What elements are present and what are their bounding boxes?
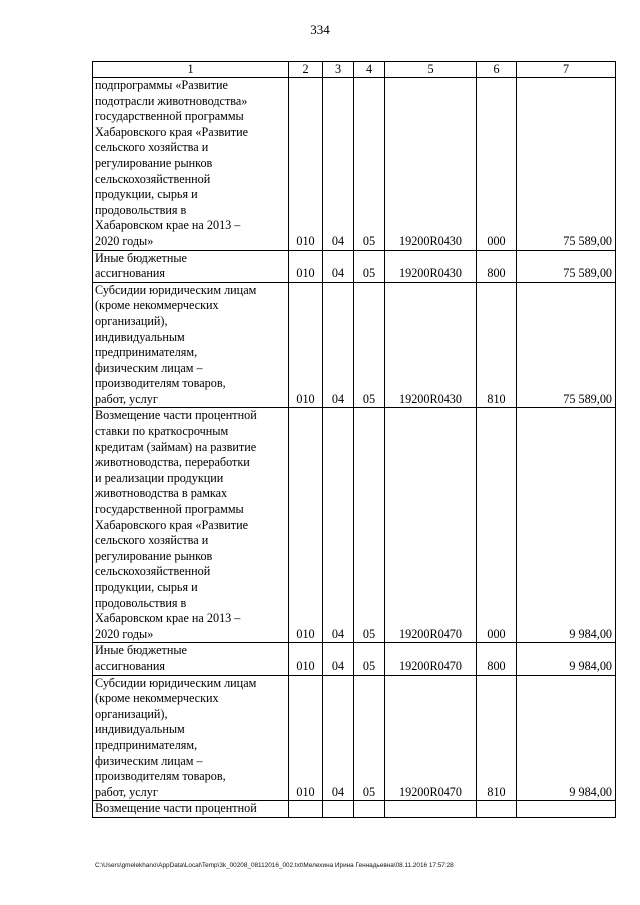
section-code-cell: 04 <box>323 408 354 643</box>
section-code-cell <box>323 801 354 818</box>
target-article-cell: 19200R0470 <box>385 643 477 675</box>
description-line: сельского хозяйства и <box>95 533 209 548</box>
target-article-cell: 19200R0470 <box>385 675 477 801</box>
description-line: организаций), <box>95 706 168 721</box>
description-line: 2020 годы» <box>95 233 154 248</box>
description-line: работ, услуг <box>95 391 158 406</box>
description-line: Хабаровского края «Развитие <box>95 124 249 139</box>
row-description <box>93 78 289 251</box>
table-row <box>93 643 616 675</box>
description-line: предпринимателям, <box>95 737 198 752</box>
table-row <box>93 801 616 818</box>
amount-cell: 9 984,00 <box>517 408 616 643</box>
description-line: предпринимателям, <box>95 345 198 360</box>
row-description <box>93 675 289 801</box>
description-line: сельскохозяйственной <box>95 171 211 186</box>
subsection-code-cell: 05 <box>354 250 385 282</box>
description-line: работ, услуг <box>95 784 158 799</box>
amount-cell: 9 984,00 <box>517 643 616 675</box>
amount-cell: 75 589,00 <box>517 250 616 282</box>
expense-type-cell: 810 <box>477 282 517 408</box>
description-line: индивидуальным <box>95 329 185 344</box>
description-line: (кроме некоммерческих <box>95 298 219 313</box>
column-header: 7 <box>517 62 616 78</box>
amount-cell <box>517 801 616 818</box>
ministry-code-cell: 010 <box>289 675 323 801</box>
description-line: физическим лицам – <box>95 360 203 375</box>
description-line: продукции, сырья и <box>95 187 198 202</box>
target-article-cell <box>385 801 477 818</box>
description-line: индивидуальным <box>95 722 185 737</box>
target-article-cell: 19200R0430 <box>385 78 477 251</box>
description-line: 2020 годы» <box>95 626 154 641</box>
row-description <box>93 643 289 675</box>
description-line: организаций), <box>95 313 168 328</box>
column-header: 6 <box>477 62 517 78</box>
expense-type-cell: 800 <box>477 643 517 675</box>
section-code-cell: 04 <box>323 675 354 801</box>
subsection-code-cell: 05 <box>354 675 385 801</box>
amount-cell: 75 589,00 <box>517 282 616 408</box>
column-header: 4 <box>354 62 385 78</box>
description-line: ассигнования <box>95 266 166 281</box>
table-row <box>93 78 616 251</box>
column-header: 2 <box>289 62 323 78</box>
table-row <box>93 250 616 282</box>
ministry-code-cell: 010 <box>289 408 323 643</box>
description-line: (кроме некоммерческих <box>95 691 219 706</box>
page-number: 334 <box>310 22 330 37</box>
description-line: животноводства, переработки <box>95 455 250 470</box>
file-path-footer: C:\Users\gmelekhano\AppData\Local\Temp\3k_00208_08112016_002.txt\Мелехина Ирина Геннадьевна\08.11.2016 17:57:28 <box>95 862 454 869</box>
ministry-code-cell: 010 <box>289 250 323 282</box>
description-line: регулирование рынков <box>95 548 213 563</box>
subsection-code-cell: 05 <box>354 408 385 643</box>
subsection-code-cell: 05 <box>354 282 385 408</box>
expense-type-cell <box>477 801 517 818</box>
description-line: государственной программы <box>95 502 244 517</box>
description-line: подпрограммы «Развитие <box>95 78 228 92</box>
subsection-code-cell: 05 <box>354 643 385 675</box>
description-line: кредитам (займам) на развитие <box>95 439 257 454</box>
expense-type-cell: 810 <box>477 675 517 801</box>
description-line: продукции, сырья и <box>95 580 198 594</box>
description-line: физическим лицам – <box>95 753 203 768</box>
ministry-code-cell: 010 <box>289 78 323 251</box>
description-line: подотрасли животноводства» <box>95 93 248 108</box>
target-article-cell: 19200R0470 <box>385 408 477 643</box>
section-code-cell: 04 <box>323 643 354 675</box>
description-line: производителям товаров, <box>95 376 226 391</box>
subsection-code-cell <box>354 801 385 818</box>
target-article-cell: 19200R0430 <box>385 250 477 282</box>
description-line: продовольствия в <box>95 202 187 217</box>
subsection-code-cell: 05 <box>354 78 385 251</box>
amount-cell: 75 589,00 <box>517 78 616 251</box>
description-line: Хабаровского края «Развитие <box>95 517 249 532</box>
table-row <box>93 408 616 643</box>
row-description <box>93 801 289 818</box>
budget-table <box>92 61 616 818</box>
description-line: Возмещение части процентной <box>95 408 257 423</box>
row-description <box>93 408 289 643</box>
expense-type-cell: 000 <box>477 78 517 251</box>
description-line: Иные бюджетные <box>95 250 187 265</box>
row-description <box>93 282 289 408</box>
description-line: ставки по краткосрочным <box>95 424 229 439</box>
description-line: ассигнования <box>95 658 166 673</box>
description-line: регулирование рынков <box>95 155 213 170</box>
ministry-code-cell <box>289 801 323 818</box>
expense-type-cell: 000 <box>477 408 517 643</box>
description-line: Субсидии юридическим лицам <box>95 282 257 297</box>
row-description <box>93 250 289 282</box>
description-line: продовольствия в <box>95 595 187 610</box>
column-header: 3 <box>323 62 354 78</box>
section-code-cell: 04 <box>323 78 354 251</box>
ministry-code-cell: 010 <box>289 643 323 675</box>
description-line: сельскохозяйственной <box>95 564 211 579</box>
section-code-cell: 04 <box>323 250 354 282</box>
expense-type-cell: 800 <box>477 250 517 282</box>
description-line: сельского хозяйства и <box>95 140 209 155</box>
target-article-cell: 19200R0430 <box>385 282 477 408</box>
description-line: Иные бюджетные <box>95 643 187 658</box>
section-code-cell: 04 <box>323 282 354 408</box>
description-line: государственной программы <box>95 109 244 124</box>
table-header-row <box>93 62 616 78</box>
description-line: и реализации продукции <box>95 470 224 485</box>
description-line: Хабаровском крае на 2013 – <box>95 218 241 233</box>
column-header: 1 <box>93 62 289 78</box>
description-line: Хабаровском крае на 2013 – <box>95 611 241 626</box>
table-row <box>93 675 616 801</box>
description-line: Возмещение части процентной <box>95 801 257 816</box>
ministry-code-cell: 010 <box>289 282 323 408</box>
table-row <box>93 282 616 408</box>
description-line: Субсидии юридическим лицам <box>95 675 257 690</box>
description-line: животноводства в рамках <box>95 486 228 501</box>
description-line: производителям товаров, <box>95 769 226 784</box>
column-header: 5 <box>385 62 477 78</box>
amount-cell: 9 984,00 <box>517 675 616 801</box>
